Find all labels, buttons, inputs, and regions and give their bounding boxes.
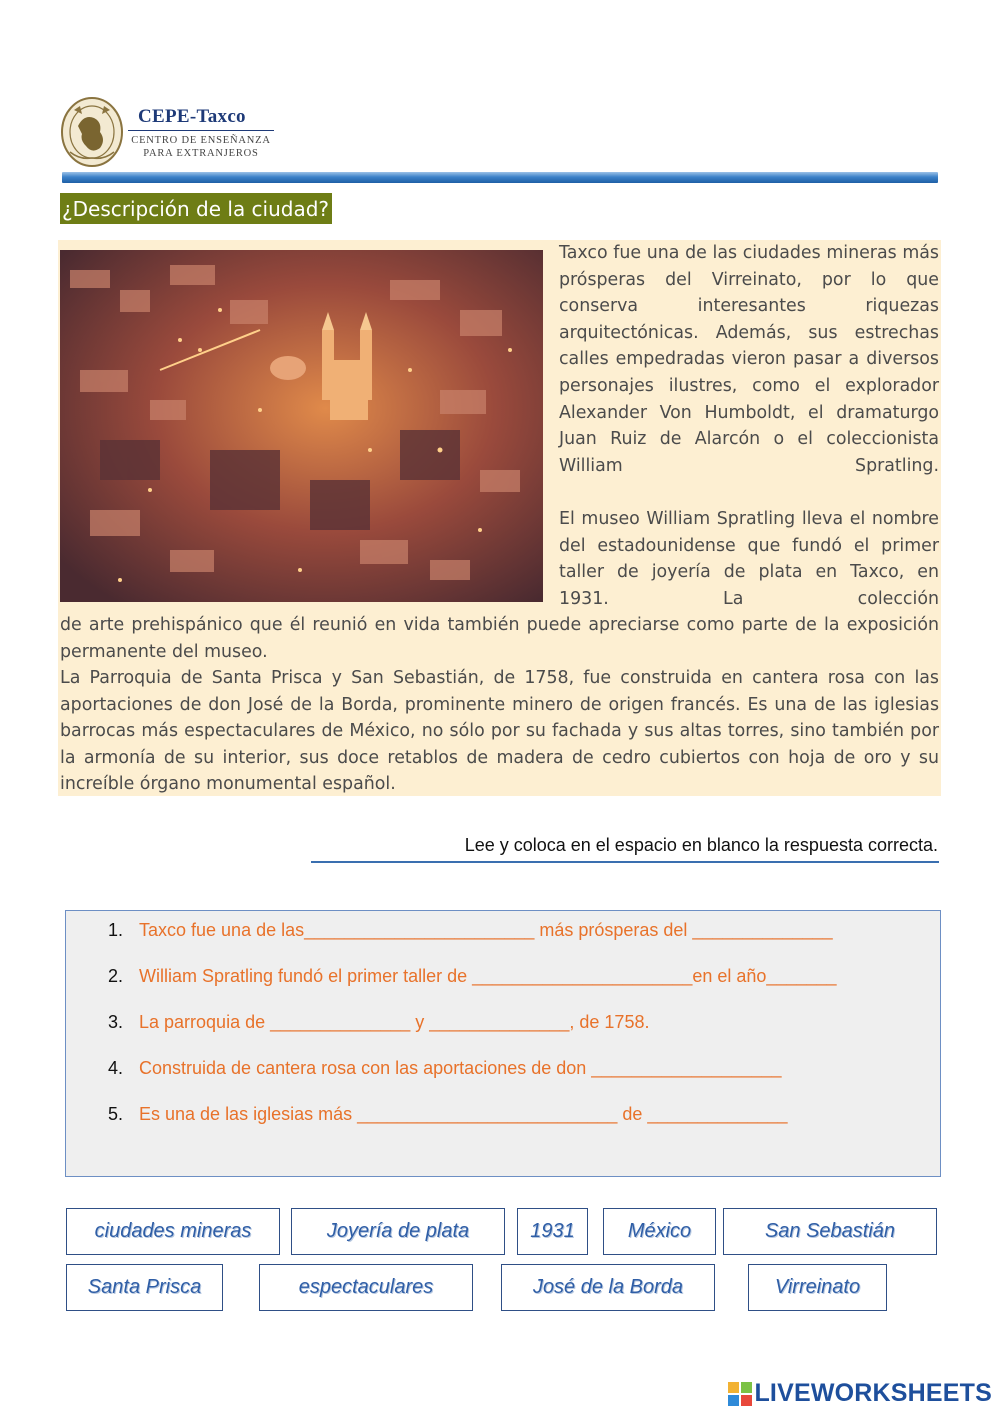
brand-subtitle	[128, 134, 274, 160]
chip-label: 1931	[530, 1220, 575, 1242]
question-number: 3.	[108, 1012, 124, 1032]
chip-label: Santa Prisca	[87, 1276, 202, 1298]
liveworksheets-logo	[728, 1379, 992, 1408]
question-number: 2.	[108, 966, 124, 986]
chip-label: San Sebastián	[764, 1220, 896, 1242]
brand-subtitle-line-2: PARA EXTRANJEROS	[143, 148, 259, 159]
question-row	[66, 920, 940, 944]
chip-label: México	[627, 1220, 692, 1242]
chip-label: Joyería de plata	[326, 1220, 470, 1242]
reading-paragraph-1: Taxco fue una de las ciudades mineras más prósperas del Virreinato, por lo que conserva interesantes riquezas arquitectónicas. Además, sus estrechas calles empedradas vieron pasar a diversos personajes ilustres, como el explorador Alexander Von Humboldt, el dramaturgo Juan Ruiz de Alarcón o el coleccionista William Spratling.	[559, 243, 939, 476]
chip-label: José de la Borda	[532, 1276, 684, 1298]
word-chip-santa-prisca[interactable]	[66, 1264, 223, 1311]
question-text[interactable]: Taxco fue una de las_______________________ más prósperas del ______________	[139, 920, 833, 940]
instruction-text: Lee y coloca en el espacio en blanco la respuesta correcta.	[464, 835, 938, 855]
word-chip-1931[interactable]	[517, 1208, 588, 1255]
chip-label: Virreinato	[774, 1276, 861, 1298]
word-chip-jose-de-la-borda[interactable]	[501, 1264, 715, 1311]
brand-subtitle-line-1: CENTRO DE ENSEÑANZA	[131, 135, 271, 146]
word-chip-joyeria-de-plata[interactable]	[291, 1208, 505, 1255]
chip-label: ciudades mineras	[94, 1220, 252, 1242]
brand-title: CEPE-Taxco	[138, 106, 246, 127]
question-number: 4.	[108, 1058, 124, 1078]
question-row	[66, 966, 940, 990]
chip-label: espectaculares	[298, 1276, 434, 1298]
word-chip-ciudades-mineras[interactable]	[66, 1208, 280, 1255]
unam-seal-logo	[60, 96, 124, 168]
reading-paragraph-2: El museo William Spratling lleva el nombre del estadounidense que fundó el primer taller de joyería de plata en Taxco, en 1931. La colección	[559, 509, 939, 609]
liveworksheets-wordmark: LIVEWORKSHEETS	[754, 1379, 992, 1407]
question-text[interactable]: Construida de cantera rosa con las aportaciones de don ___________________	[139, 1058, 782, 1078]
liveworksheets-mark-icon	[728, 1382, 752, 1406]
question-row	[66, 1012, 940, 1036]
question-row	[66, 1104, 940, 1128]
question-text[interactable]: La parroquia de ______________ y ______________, de 1758.	[139, 1012, 650, 1032]
word-chip-virreinato[interactable]	[748, 1264, 887, 1311]
question-text[interactable]: Es una de las iglesias más __________________________ de ______________	[139, 1104, 788, 1124]
word-chip-san-sebastian[interactable]	[723, 1208, 937, 1255]
question-number: 1.	[108, 920, 124, 940]
word-chip-mexico[interactable]	[603, 1208, 716, 1255]
reading-paragraph-4: La Parroquia de Santa Prisca y San Sebastián, de 1758, fue construida en cantera rosa con las aportaciones de don José de la Borda, prominente minero de origen francés. Es una de las iglesias barrocas más espectaculares de México, no sólo por su fachada y sus altas torres, sino también por la armonía de su interior, sus doce retablos de madera de cedro cubiertos con hoja de oro y su increíble órgano monumental español.	[60, 668, 939, 795]
taxco-city-photo	[60, 250, 543, 602]
question-number: 5.	[108, 1104, 124, 1124]
question-row	[66, 1058, 940, 1082]
question-text[interactable]: William Spratling fundó el primer taller de ______________________en el año_______	[139, 966, 837, 986]
exercise-box	[65, 910, 941, 1177]
brand-divider	[128, 130, 274, 131]
section-title: ¿Descripción de la ciudad?	[60, 193, 332, 224]
header-bar	[62, 172, 938, 183]
instruction-underline	[311, 861, 939, 863]
reading-paragraph-3: de arte prehispánico que él reunió en vida también puede apreciarse como parte de la exposición permanente del museo.	[60, 615, 939, 662]
word-chip-espectaculares[interactable]	[259, 1264, 473, 1311]
